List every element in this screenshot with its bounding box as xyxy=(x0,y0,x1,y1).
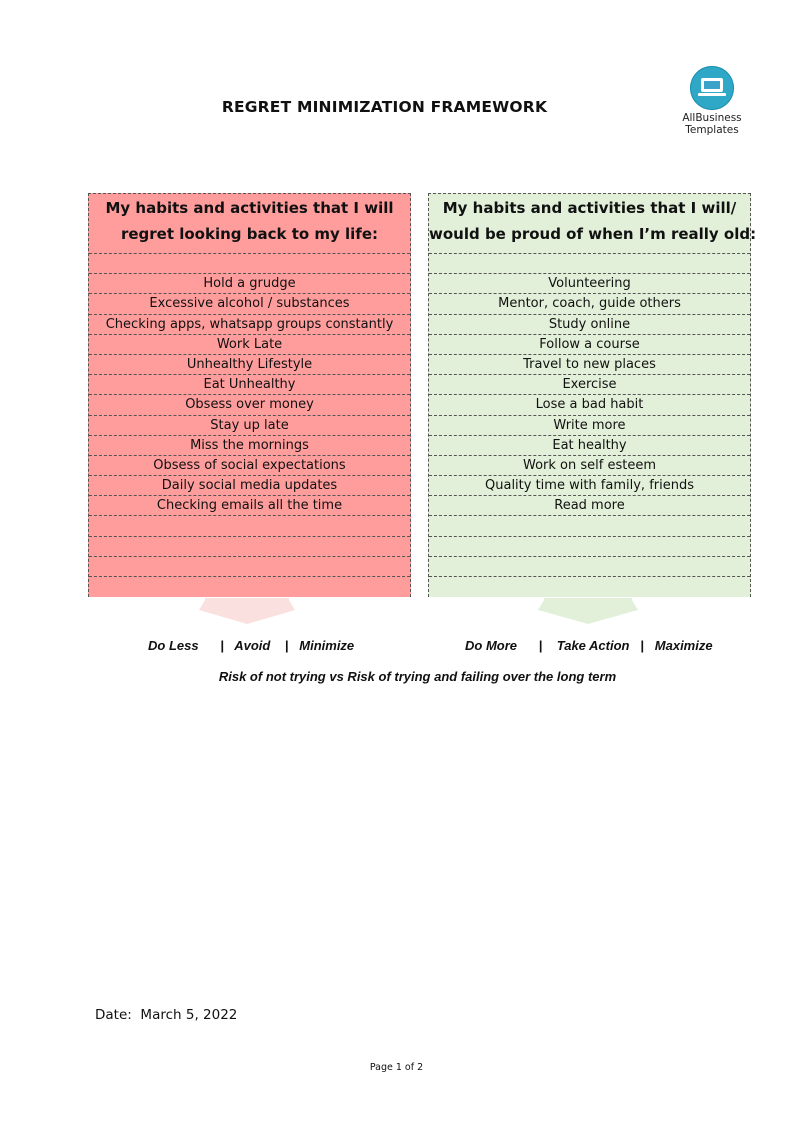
table-row xyxy=(89,557,410,577)
table-row: Eat Unhealthy xyxy=(89,375,410,395)
table-row: Volunteering xyxy=(429,274,750,294)
table-row: Checking emails all the time xyxy=(89,496,410,516)
page-number: Page 1 of 2 xyxy=(369,1062,424,1073)
table-row xyxy=(429,557,750,577)
proud-column-heading: My habits and activities that I will/ would be proud of when I’m really old: xyxy=(429,194,750,254)
table-row: Travel to new places xyxy=(429,355,750,375)
table-row: Stay up late xyxy=(89,416,410,436)
table-row: Obsess over money xyxy=(89,395,410,415)
table-row: Follow a course xyxy=(429,335,750,355)
table-row xyxy=(89,577,410,597)
table-row xyxy=(89,254,410,274)
table-row: Lose a bad habit xyxy=(429,395,750,415)
arrow-down-icon xyxy=(199,598,295,624)
table-row: Work Late xyxy=(89,335,410,355)
table-row: Exercise xyxy=(429,375,750,395)
table-row xyxy=(89,516,410,536)
table-row: Daily social media updates xyxy=(89,476,410,496)
logo-text-line2: Templates xyxy=(685,124,739,136)
table-row xyxy=(429,537,750,557)
table-row: Mentor, coach, guide others xyxy=(429,294,750,314)
left-motto: Do Less | Avoid | Minimize xyxy=(148,638,355,653)
arrow-down-icon xyxy=(538,598,638,624)
table-row: Quality time with family, friends xyxy=(429,476,750,496)
table-row: Work on self esteem xyxy=(429,456,750,476)
table-row: Study online xyxy=(429,315,750,335)
regret-habits-column xyxy=(88,193,411,597)
table-row: Read more xyxy=(429,496,750,516)
allbusiness-logo xyxy=(672,66,752,136)
table-row: Eat healthy xyxy=(429,436,750,456)
table-row: Unhealthy Lifestyle xyxy=(89,355,410,375)
table-row xyxy=(89,537,410,557)
table-row: Hold a grudge xyxy=(89,274,410,294)
proud-habits-column xyxy=(428,193,757,597)
table-row: Excessive alcohol / substances xyxy=(89,294,410,314)
table-row: Write more xyxy=(429,416,750,436)
regret-column-heading: My habits and activities that I will regret looking back to my life: xyxy=(89,194,410,254)
table-row: Obsess of social expectations xyxy=(89,456,410,476)
table-row: Miss the mornings xyxy=(89,436,410,456)
document-title: REGRET MINIMIZATION FRAMEWORK xyxy=(221,98,548,116)
date-value: March 5, 2022 xyxy=(140,1007,238,1023)
right-motto: Do More | Take Action | Maximize xyxy=(465,638,713,653)
logo-text-line1: AllBusiness xyxy=(682,112,742,124)
risk-caption: Risk of not trying vs Risk of trying and failing over the long term xyxy=(218,669,617,684)
table-row xyxy=(429,516,750,536)
table-row xyxy=(429,577,750,597)
laptop-icon xyxy=(690,66,734,110)
table-row xyxy=(429,254,750,274)
date-line: Date: March 5, 2022 xyxy=(95,1007,238,1023)
table-row: Checking apps, whatsapp groups constantly xyxy=(89,315,410,335)
